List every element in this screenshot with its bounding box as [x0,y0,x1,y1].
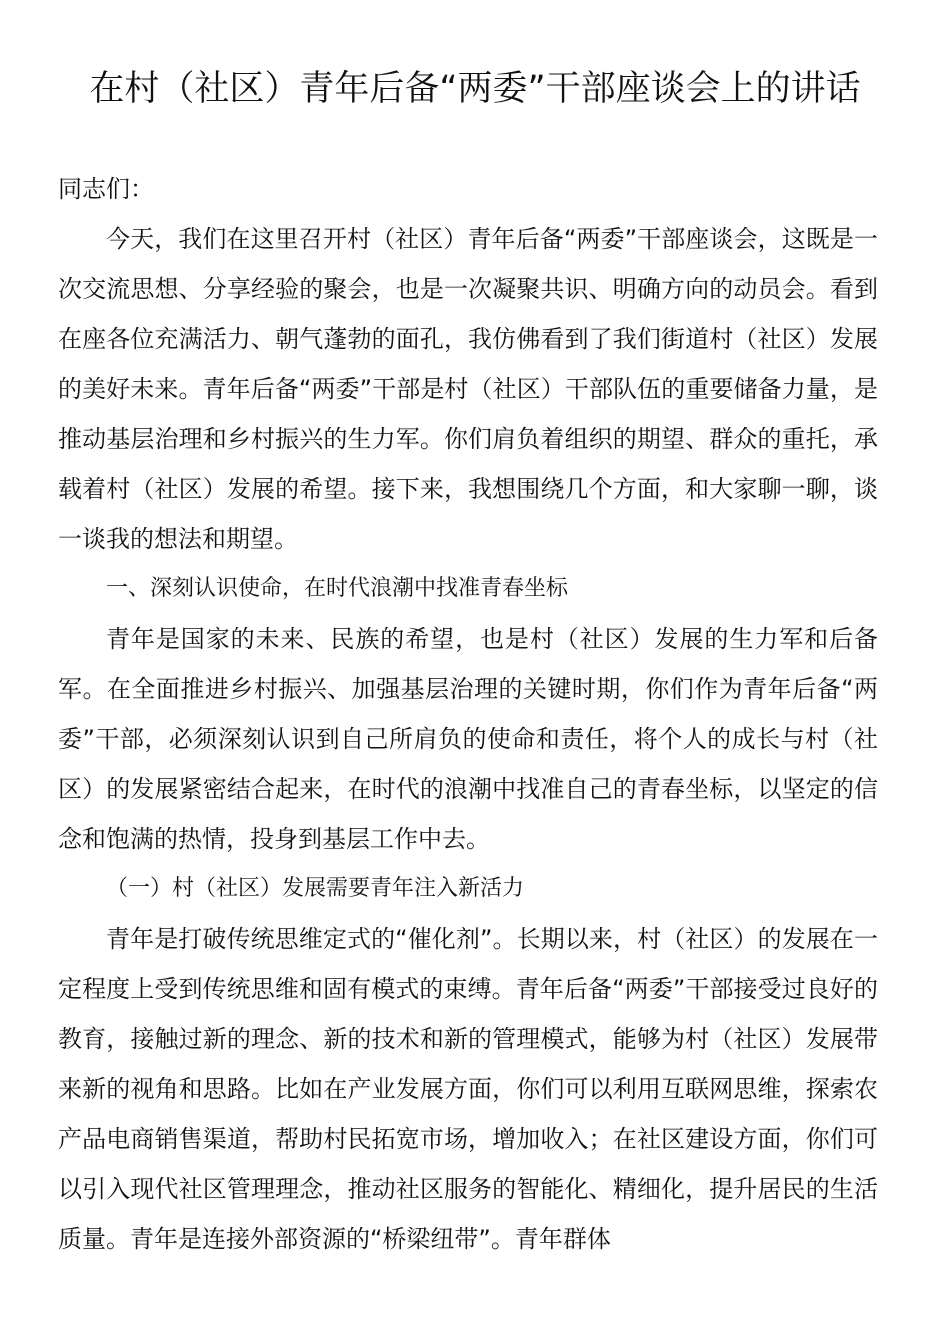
subsection-heading-1: （一）村（社区）发展需要青年注入新活力 [106,876,525,901]
document-body [58,164,878,1264]
salutation: 同志们： [58,175,154,203]
section-heading-1: 一、深刻认识使命，在时代浪潮中找准青春坐标 [106,576,569,601]
paragraph-subsection-1: 青年是打破传统思维定式的“催化剂”。长期以来，村（社区）的发展在一定程度上受到传统思维和固有模式的束缚。青年后备“两委”干部接受过良好的教育，接触过新的理念、新的技术和新的管理模式，能够为村（社区）发展带来新的视角和思路。比如在产业发展方面，你们可以利用互联网思维，探索农产品电商销售渠道，帮助村民拓宽市场，增加收入；在社区建设方面，你们可以引入现代社区管理理念，推动社区服务的智能化、精细化，提升居民的生活质量。青年是连接外部资源的“桥梁纽带”。青年群体 [58,925,878,1253]
paragraph-opening: 今天，我们在这里召开村（社区）青年后备“两委”干部座谈会，这既是一次交流思想、分享经验的聚会，也是一次凝聚共识、明确方向的动员会。看到在座各位充满活力、朝气蓬勃的面孔，我仿佛看到了我们街道村（社区）发展的美好未来。青年后备“两委”干部是村（社区）干部队伍的重要储备力量，是推动基层治理和乡村振兴的生力军。你们肩负着组织的期望、群众的重托，承载着村（社区）发展的希望。接下来，我想围绕几个方面，和大家聊一聊，谈一谈我的想法和期望。 [58,225,878,553]
paragraph-section-1: 青年是国家的未来、民族的希望，也是村（社区）发展的生力军和后备军。在全面推进乡村振兴、加强基层治理的关键时期，你们作为青年后备“两委”干部，必须深刻认识到自己所肩负的使命和责任，将个人的成长与村（社区）的发展紧密结合起来，在时代的浪潮中找准自己的青春坐标，以坚定的信念和饱满的热情，投身到基层工作中去。 [58,625,878,853]
document-title: 在村（社区）青年后备“两委”干部座谈会上的讲话 [89,69,861,109]
